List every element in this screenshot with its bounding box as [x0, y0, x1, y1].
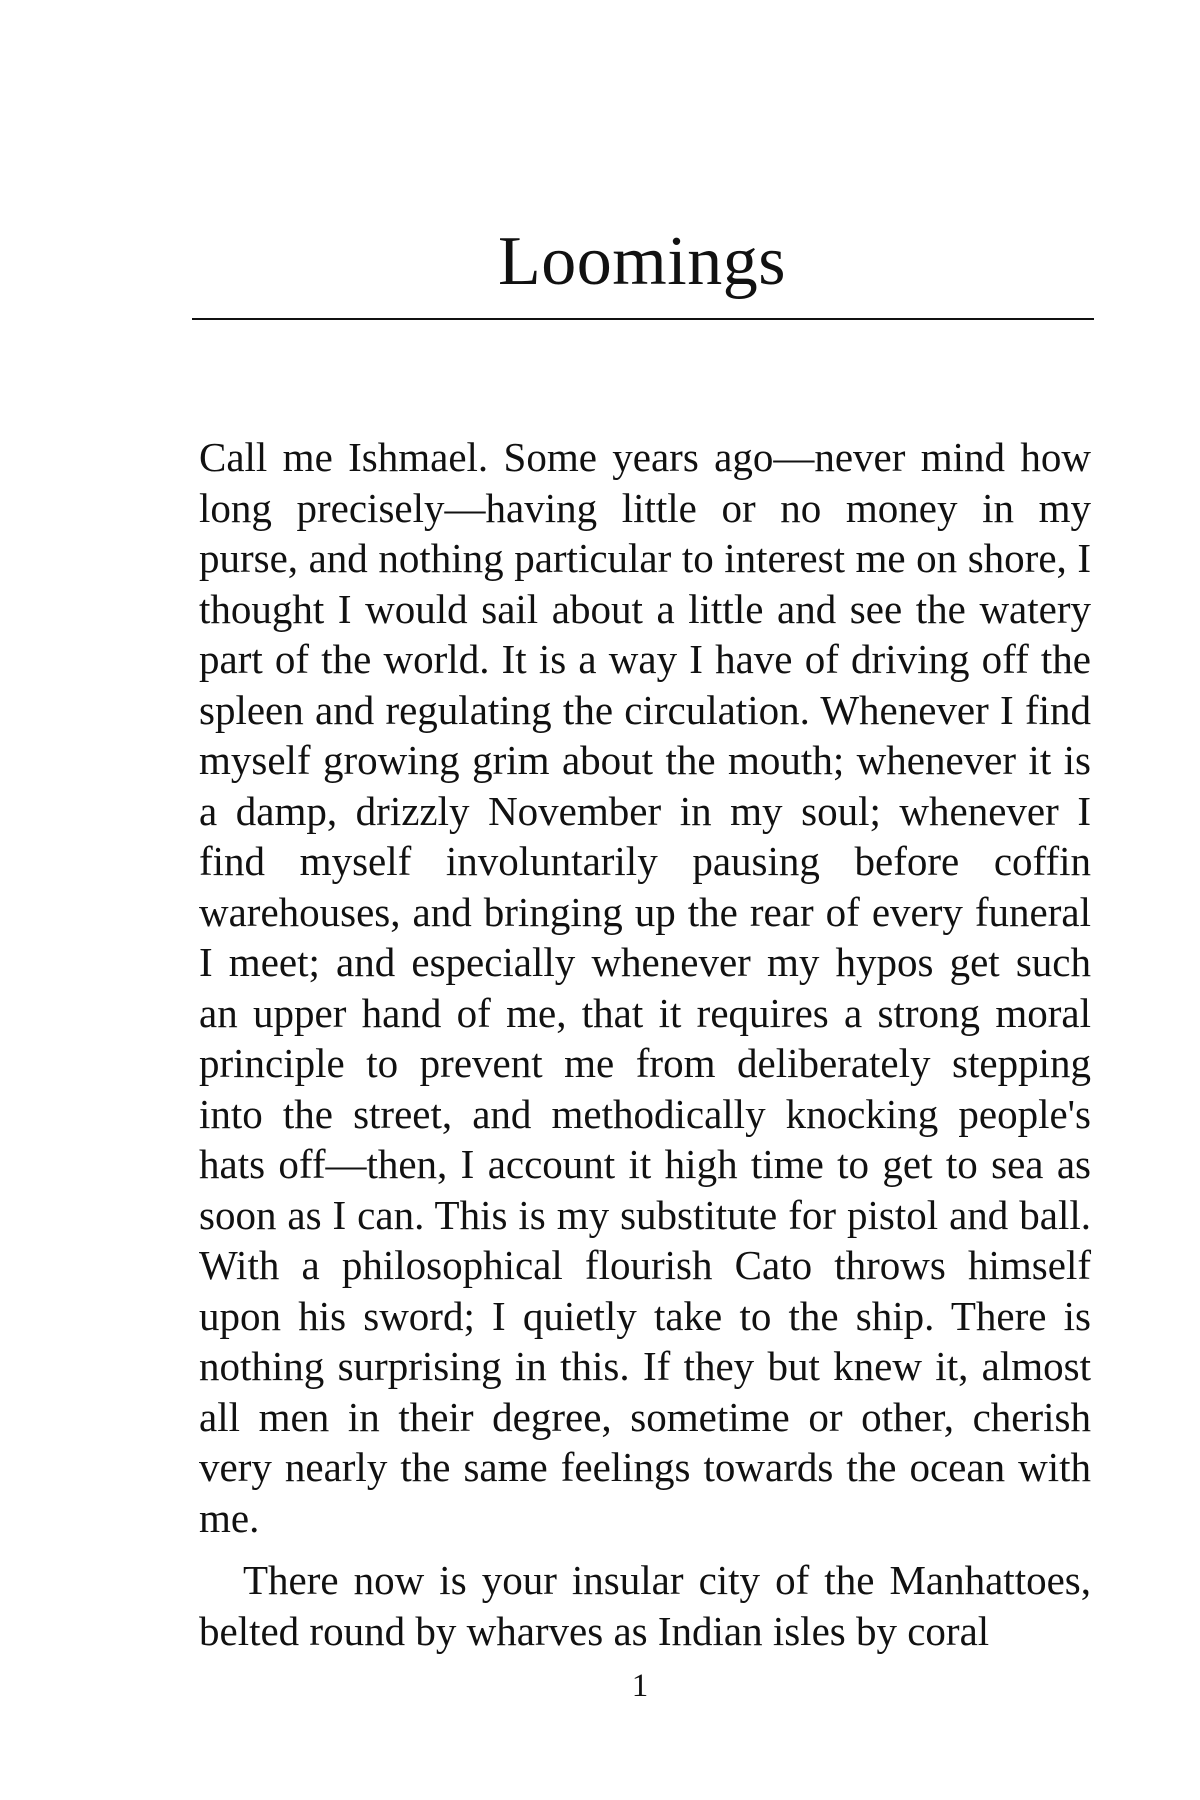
chapter-body	[199, 432, 1091, 1656]
page-number: 1	[631, 1668, 649, 1704]
title-divider	[192, 318, 1094, 320]
chapter-title: Loomings	[498, 223, 786, 300]
paragraph-1: Call me Ishmael. Some years ago—never mind how long precisely—having little or no money in my purse, and nothing particular to interest me on shore, I thought I would sail about a little and see the watery part of the world. It is a way I have of driving off the spleen and regulating the circulation. Whenever I find myself growing grim about the mouth; whenever it is a damp, drizzly November in my soul; whenever I find myself involuntarily pausing before coffin warehouses, and bringing up the rear of every funeral I meet; and especially whenever my hypos get such an upper hand of me, that it requires a strong moral principle to prevent me from deliberately stepping into the street, and methodically knocking people's hats off—then, I account it high time to get to sea as soon as I can. This is my substitute for pistol and ball. With a philosophical flourish Cato throws himself upon his sword; I quietly take to the ship. There is nothing surprising in this. If they but knew it, almost all men in their degree, sometime or other, cherish very nearly the same feelings towards the ocean with me.	[199, 434, 1091, 1541]
paragraph-2: There now is your insular city of the Manhattoes, belted round by wharves as Indian isles by coral	[199, 1557, 1091, 1654]
